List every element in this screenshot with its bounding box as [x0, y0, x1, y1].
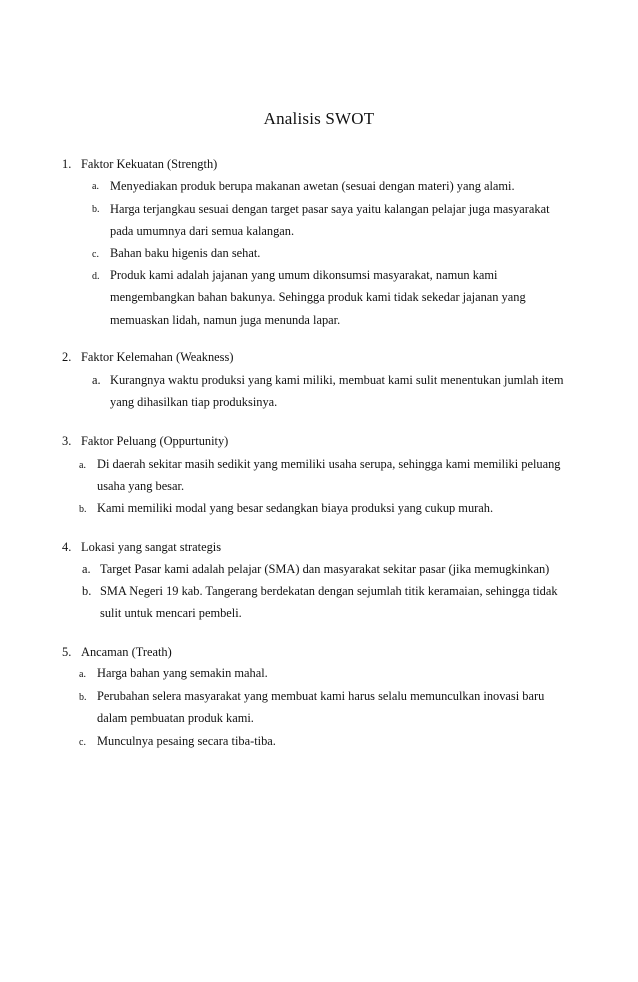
- item-marker: c.: [79, 737, 86, 748]
- item-line: sulit untuk mencari pembeli.: [100, 606, 242, 620]
- item-marker: d.: [92, 271, 100, 282]
- item-line: Harga terjangkau sesuai dengan target pasar saya yaitu kalangan pelajar juga masyarakat: [110, 202, 550, 216]
- item-line: Menyediakan produk berupa makanan awetan (sesuai dengan materi) yang alami.: [110, 179, 515, 193]
- section-number: 2.: [62, 350, 72, 364]
- item-marker: b.: [79, 504, 87, 515]
- item-line: Target Pasar kami adalah pelajar (SMA) dan masyarakat sekitar pasar (jika memugkinkan): [100, 562, 550, 576]
- item-line: yang dihasilkan tiap produksinya.: [110, 395, 278, 409]
- item-marker: b.: [79, 692, 87, 703]
- item-line: Kami memiliki modal yang besar sedangkan biaya produksi yang cukup murah.: [97, 501, 494, 515]
- item-marker: a.: [79, 669, 86, 680]
- item-line: dalam pembuatan produk kami.: [97, 711, 254, 725]
- section-number: 3.: [62, 434, 72, 448]
- section-number: 4.: [62, 540, 72, 554]
- section-heading: Faktor Peluang (Oppurtunity): [81, 434, 229, 448]
- item-line: mengembangkan bahan bakunya. Sehingga produk kami tidak sekedar jajanan yang: [110, 290, 526, 304]
- item-line: Bahan baku higenis dan sehat.: [110, 246, 261, 260]
- item-marker: b.: [92, 204, 100, 215]
- item-line: usaha yang besar.: [97, 479, 185, 493]
- item-line: Perubahan selera masyarakat yang membuat kami harus selalu memunculkan inovasi baru: [97, 689, 545, 703]
- document-title: Analisis SWOT: [263, 109, 375, 128]
- item-line: Munculnya pesaing secara tiba-tiba.: [97, 734, 276, 748]
- item-line: Produk kami adalah jajanan yang umum dikonsumsi masyarakat, namun kami: [110, 268, 498, 282]
- item-line: Di daerah sekitar masih sedikit yang memiliki usaha serupa, sehingga kami memiliki peluang: [97, 457, 561, 471]
- section-heading: Lokasi yang sangat strategis: [81, 540, 222, 554]
- item-line: SMA Negeri 19 kab. Tangerang berdekatan dengan sejumlah titik keramaian, sehingga tidak: [100, 584, 558, 598]
- section-heading: Ancaman (Treath): [81, 645, 172, 659]
- item-marker: b.: [82, 584, 92, 598]
- item-marker: a.: [92, 181, 99, 192]
- item-line: memuaskan lidah, namun juga menunda lapar.: [110, 313, 341, 327]
- section-number: 5.: [62, 645, 72, 659]
- section-number: 1.: [62, 157, 72, 171]
- item-line: pada umumnya dari semua kalangan.: [110, 224, 295, 238]
- section-heading: Faktor Kelemahan (Weakness): [81, 350, 234, 364]
- item-marker: a.: [92, 373, 101, 387]
- section-heading: Faktor Kekuatan (Strength): [81, 157, 218, 171]
- item-marker: a.: [79, 460, 86, 471]
- item-marker: a.: [82, 562, 91, 576]
- item-line: Harga bahan yang semakin mahal.: [97, 666, 268, 680]
- item-line: Kurangnya waktu produksi yang kami miliki, membuat kami sulit menentukan jumlah item: [110, 373, 564, 387]
- item-marker: c.: [92, 249, 99, 260]
